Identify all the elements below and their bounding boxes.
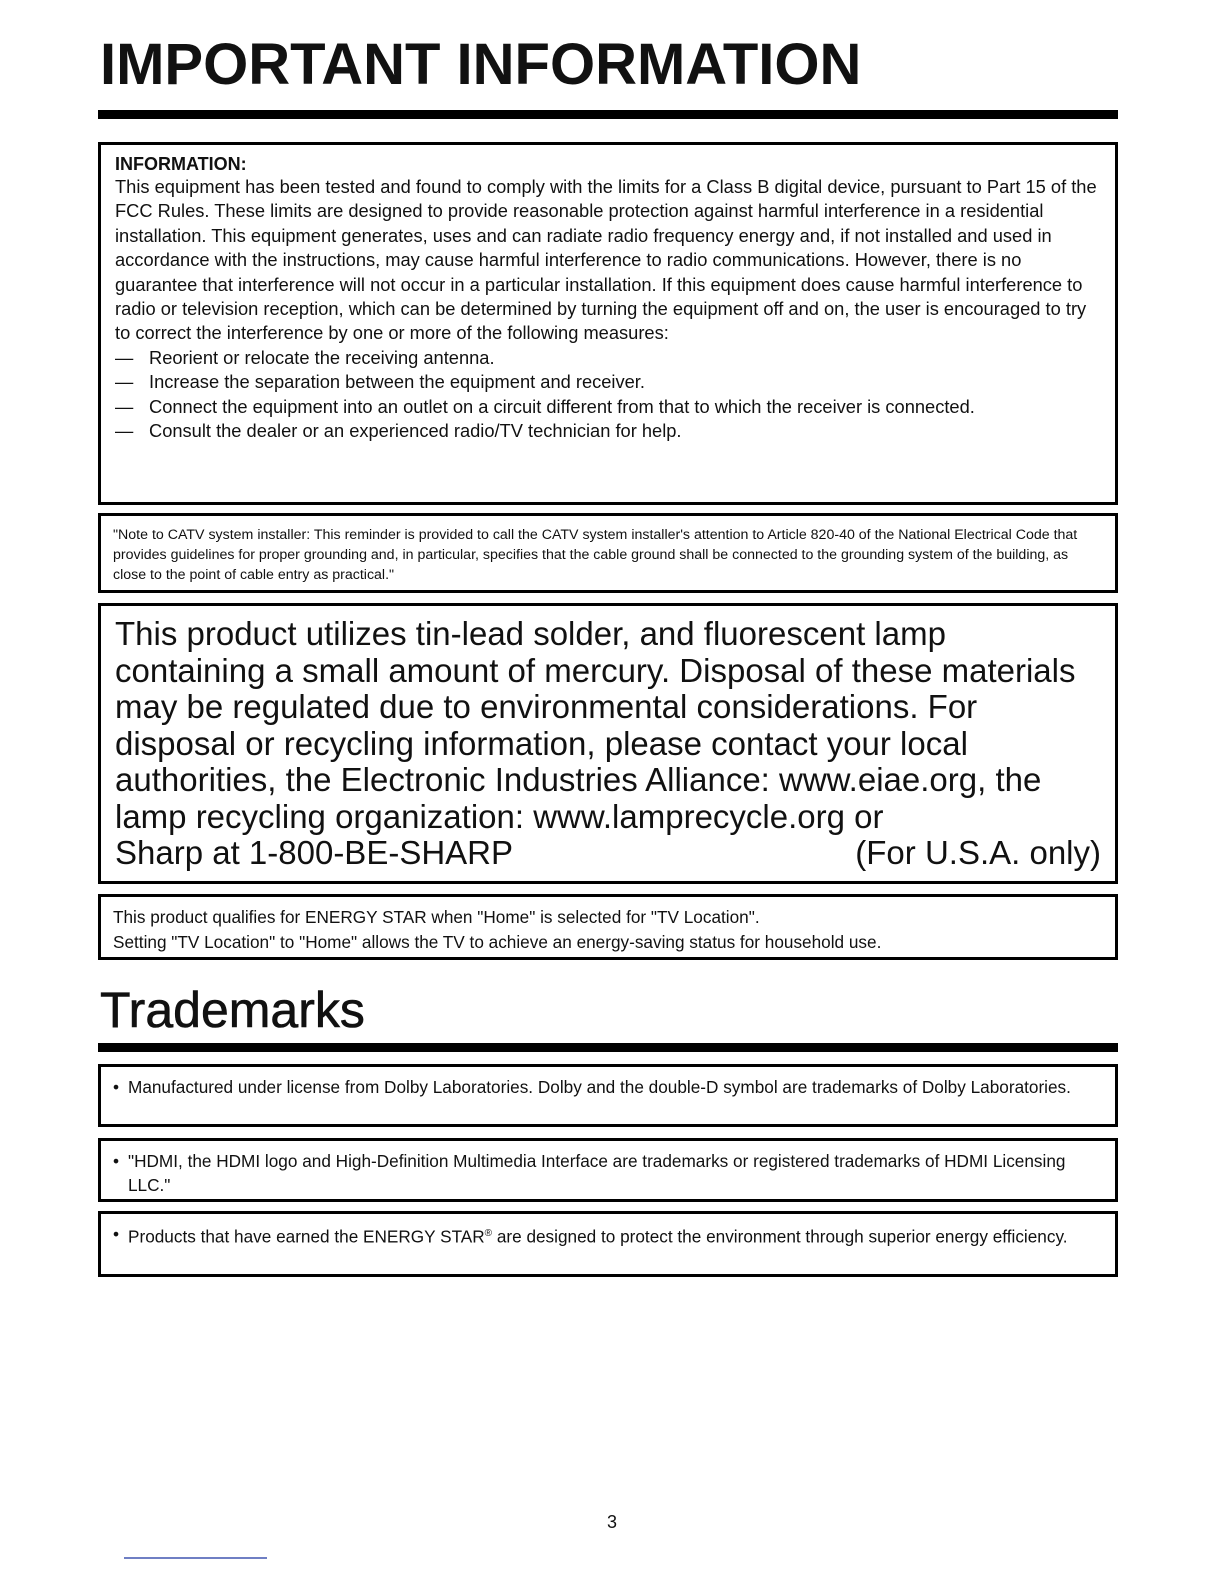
- bullet-marker: •: [113, 1151, 120, 1171]
- energy-star-trademark: [113, 1222, 1103, 1249]
- fcc-information-box: [98, 142, 1118, 505]
- page-title: IMPORTANT INFORMATION: [100, 32, 862, 97]
- dolby-text: Manufactured under license from Dolby Laboratories. Dolby and the double-D symbol are trademarks of Dolby Laboratories.: [128, 1077, 1071, 1097]
- hdmi-text: "HDMI, the HDMI logo and High-Definition Multimedia Interface are trademarks or registered trademarks of HDMI Licensing LLC.": [128, 1151, 1066, 1195]
- measures-list: [115, 346, 1103, 444]
- information-heading: INFORMATION:: [115, 154, 247, 174]
- sharp-contact: Sharp at 1-800-BE-SHARP: [115, 834, 514, 871]
- page-number: 3: [606, 1512, 617, 1532]
- disposal-contact-line: [115, 835, 1101, 872]
- title-rule: [98, 110, 1118, 119]
- measure-text: Connect the equipment into an outlet on a circuit different from that to which the receiver is connected.: [149, 395, 975, 417]
- catv-note-box: [98, 513, 1118, 593]
- catv-note-text: "Note to CATV system installer: This reminder is provided to call the CATV system installer's attention to Article 820-40 of the National Electrical Code that provides guidelines for proper grounding and, in particular, specifies that the cable ground shall be connected to the grounding system of the building, as close to the point of cable entry as practical.": [113, 527, 1078, 583]
- list-item: [115, 370, 1103, 394]
- list-item: [115, 395, 1103, 419]
- energy-line-2: Setting "TV Location" to "Home" allows the TV to achieve an energy-saving status for household use.: [113, 932, 882, 952]
- measure-text: Reorient or relocate the receiving antenna.: [149, 346, 495, 368]
- bullet-marker: •: [113, 1077, 120, 1097]
- information-body: This equipment has been tested and found to comply with the limits for a Class B digital device, pursuant to Part 15 of the FCC Rules. These limits are designed to provide reasonable protection against harmful interference in a residential installation. This equipment generates, uses and can radiate radio frequency energy and, if not installed and used in accordance with the instructions, may cause harmful interference to radio communications. However, there is no guarantee that interference will not occur in a particular installation. If this equipment does cause harmful interference to radio or television reception, which can be determined by turning the equipment off and on, the user is encouraged to try to correct the interference by one or more of the following measures:: [115, 176, 1097, 344]
- measure-text: Consult the dealer or an experienced radio/TV technician for help.: [149, 420, 682, 442]
- dolby-trademark: [113, 1075, 1103, 1099]
- energy-star-box: [98, 894, 1118, 960]
- energy-star-trademark-box: [98, 1211, 1118, 1277]
- energy-line-1: This product qualifies for ENERGY STAR when "Home" is selected for "TV Location".: [113, 907, 760, 927]
- hdmi-trademark-box: [98, 1138, 1118, 1202]
- region-note: (For U.S.A. only): [855, 834, 1101, 871]
- disposal-text: This product utilizes tin-lead solder, and fluorescent lamp containing a small amount of mercury. Disposal of these materials may be regulated due to environmental considerations. For disposal or recycling information, please contact your local authorities, the Electronic Industries Alliance: www.eiae.org, the lamp recycling organization: www.lamprecycle.org or: [115, 615, 1076, 835]
- dash-marker: —: [115, 395, 134, 417]
- energy-star-text-post: are designed to protect the environment through superior energy efficiency.: [492, 1226, 1068, 1247]
- disposal-box: [98, 603, 1118, 884]
- list-item: [115, 419, 1103, 443]
- dash-marker: —: [115, 420, 134, 442]
- measure-text: Increase the separation between the equipment and receiver.: [149, 371, 645, 393]
- hdmi-trademark: [113, 1149, 1103, 1197]
- list-item: [115, 346, 1103, 370]
- footer-line: [124, 1557, 267, 1559]
- bullet-marker: •: [113, 1224, 120, 1244]
- dolby-trademark-box: [98, 1064, 1118, 1127]
- energy-star-text-pre: Products that have earned the ENERGY STAR: [128, 1226, 485, 1247]
- trademarks-rule: [98, 1043, 1118, 1052]
- dash-marker: —: [115, 371, 134, 393]
- trademarks-title: Trademarks: [100, 982, 365, 1038]
- registered-mark: ®: [484, 1228, 493, 1239]
- dash-marker: —: [115, 346, 134, 368]
